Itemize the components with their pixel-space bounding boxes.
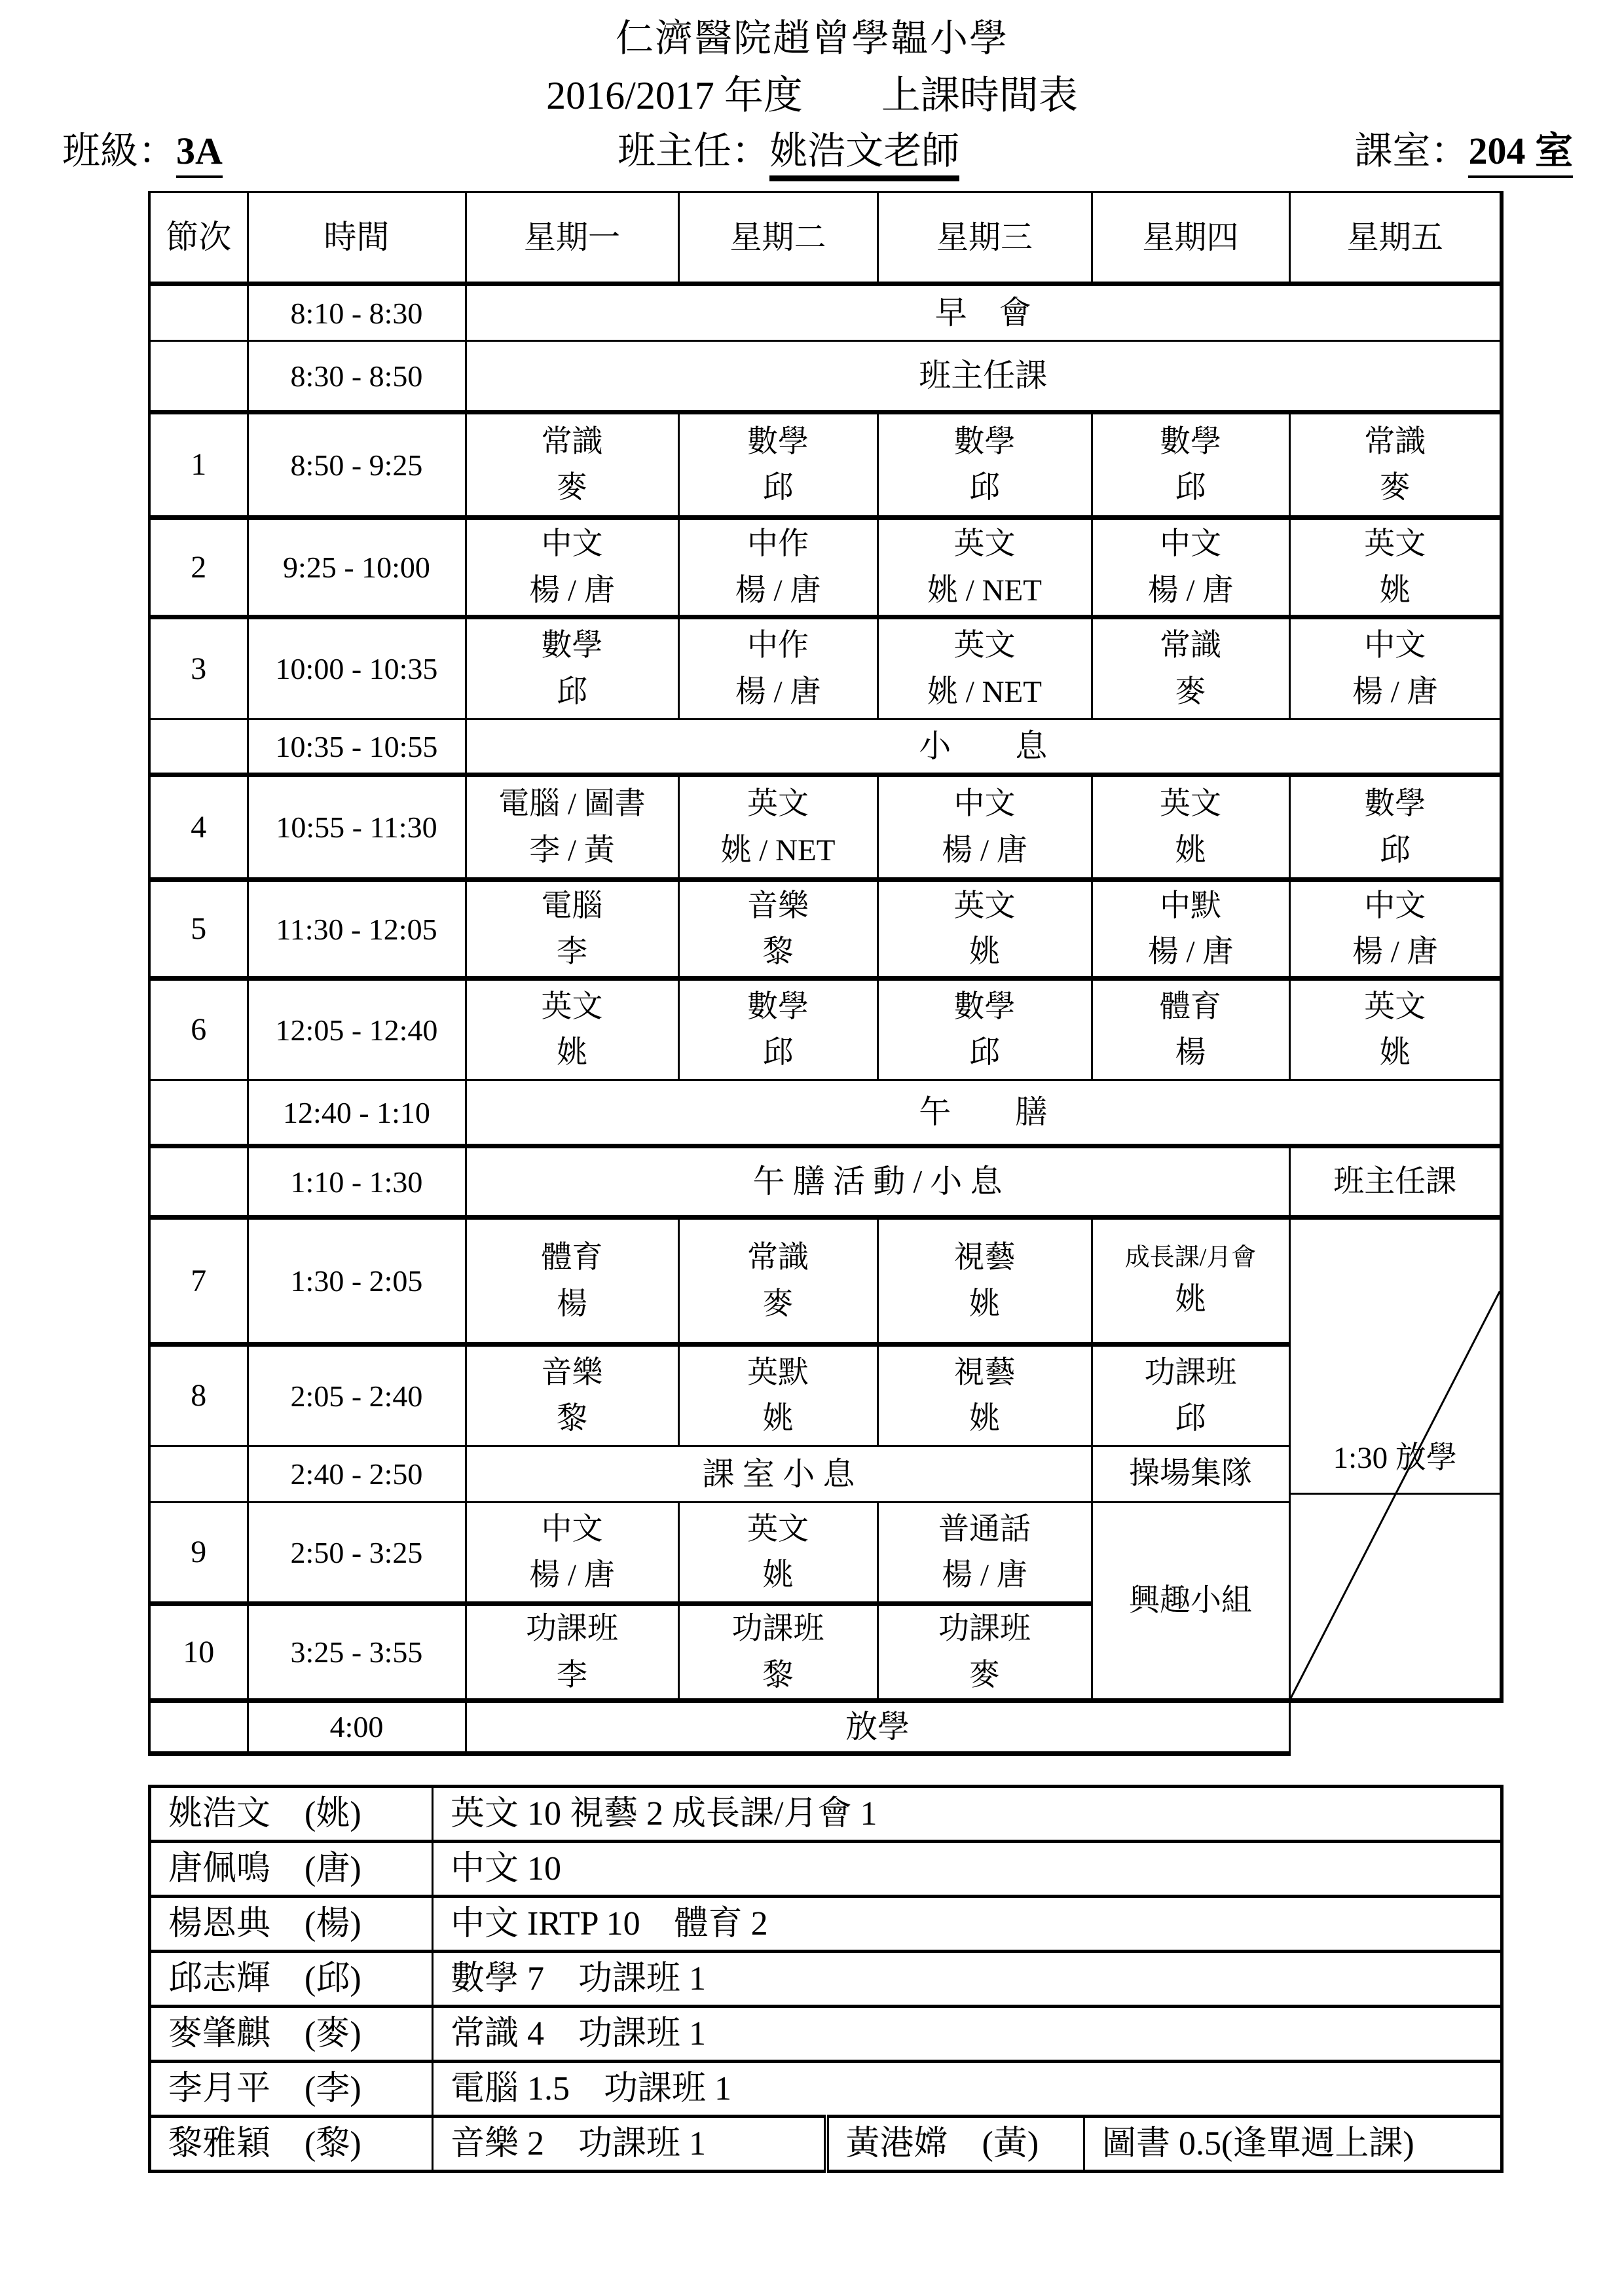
recess-label: 小 息 — [466, 720, 1502, 775]
col-header-tuesday: 星期二 — [678, 192, 877, 284]
p9-wed-lesson — [877, 1503, 1092, 1604]
teacher: 麥 — [557, 471, 587, 505]
teacher: 楊 / 唐 — [942, 833, 1027, 867]
teacher: 姚 — [762, 1558, 794, 1592]
lunch-label: 午 膳 — [466, 1080, 1502, 1146]
subject: 成長課/月會 — [1124, 1243, 1257, 1271]
p1-thu-lesson — [1092, 412, 1289, 518]
time-cell: 9:25 - 10:00 — [248, 518, 466, 617]
row-homeroom — [149, 341, 1502, 412]
subject: 數學 — [953, 989, 1016, 1024]
p2-tue-lesson — [678, 518, 877, 617]
empty-corner — [1289, 1701, 1502, 1754]
teacher: 楊 / 唐 — [942, 1558, 1027, 1592]
period-number: 6 — [149, 979, 248, 1080]
class-info — [62, 132, 223, 170]
p5-mon-lesson — [466, 880, 678, 979]
teacher: 黎 — [762, 1658, 794, 1692]
col-header-thursday: 星期四 — [1092, 192, 1289, 284]
p7-mon-lesson — [466, 1218, 678, 1345]
teacher-row — [150, 2062, 1502, 2117]
period-number: 4 — [149, 775, 248, 880]
room-label: 課室： — [1354, 130, 1469, 172]
p1-tue-lesson — [678, 412, 877, 518]
thu-interest-group: 興趣小組 — [1092, 1503, 1289, 1701]
p5-tue-lesson — [678, 880, 877, 979]
room-info — [1354, 132, 1573, 170]
teacher-load-cell: 電腦 1.5 功課班 1 — [433, 2062, 1502, 2117]
period-number: 1 — [149, 412, 248, 518]
teacher-row — [150, 1787, 1502, 1842]
subject: 中文 — [1160, 527, 1221, 561]
subject: 普通話 — [938, 1512, 1031, 1546]
p1-fri-lesson — [1289, 412, 1502, 518]
thu-playground-assembly: 操場集隊 — [1092, 1446, 1289, 1503]
teacher: 姚 / NET — [720, 833, 836, 867]
time-cell: 11:30 - 12:05 — [248, 880, 466, 979]
row-lunch — [149, 1080, 1502, 1146]
subject: 英文 — [953, 629, 1016, 663]
subject: 功課班 — [731, 1612, 824, 1646]
p4-wed-lesson — [877, 775, 1092, 880]
teacher-row — [150, 1952, 1502, 2007]
col-header-monday: 星期一 — [466, 192, 678, 284]
teacher: 姚 / NET — [927, 573, 1042, 608]
homeroom-label: 班主任課 — [466, 341, 1502, 412]
teacher: 楊 / 唐 — [529, 1558, 615, 1592]
subject: 中文 — [541, 527, 603, 561]
time-cell: 1:30 - 2:05 — [248, 1218, 466, 1345]
teacher: 邱 — [969, 471, 1000, 505]
period-cell — [149, 284, 248, 341]
col-header-time: 時間 — [248, 192, 466, 284]
row-assembly — [149, 284, 1502, 341]
teacher: 姚 — [557, 1036, 587, 1070]
teacher-row — [150, 2117, 1502, 2172]
p4-thu-lesson — [1092, 775, 1289, 880]
teacher: 楊 — [557, 1286, 587, 1321]
p4-mon-lesson — [466, 775, 678, 880]
teacher-load-cell: 圖書 0.5(逢單週上課) — [1084, 2117, 1502, 2172]
teacher: 麥 — [969, 1658, 1000, 1692]
row-period-6 — [149, 979, 1502, 1080]
room-value: 204 室 — [1468, 130, 1573, 178]
time-cell: 2:40 - 2:50 — [248, 1446, 466, 1503]
subject: 英文 — [1160, 787, 1221, 821]
subject: 功課班 — [526, 1612, 618, 1646]
teacher: 李 — [557, 1658, 587, 1692]
teacher: 姚 / NET — [927, 674, 1042, 709]
col-header-period: 節次 — [149, 192, 248, 284]
teacher: 楊 / 唐 — [1147, 573, 1234, 608]
p6-thu-lesson — [1092, 979, 1289, 1080]
row-period-1 — [149, 412, 1502, 518]
p4-fri-lesson — [1289, 775, 1502, 880]
class-label: 班級： — [62, 130, 177, 172]
p7-thu-lesson — [1092, 1218, 1289, 1345]
teacher: 楊 / 唐 — [529, 573, 615, 608]
teacher: 楊 / 唐 — [1147, 935, 1234, 969]
p8-mon-lesson — [466, 1345, 678, 1446]
teacher-row — [150, 1842, 1502, 1897]
teacher: 姚 — [1379, 573, 1411, 608]
p6-mon-lesson — [466, 979, 678, 1080]
teacher: 李 — [557, 935, 587, 969]
teacher-name-cell: 黎雅穎 (黎) — [150, 2117, 433, 2172]
subject: 中文 — [953, 787, 1016, 821]
row-period-5 — [149, 880, 1502, 979]
subject: 常識 — [747, 1241, 809, 1275]
teacher-name-cell: 姚浩文 (姚) — [150, 1787, 433, 1842]
teacher-load-cell: 常識 4 功課班 1 — [433, 2007, 1502, 2062]
p8-tue-lesson — [678, 1345, 877, 1446]
row-dismissal — [149, 1701, 1502, 1754]
time-cell: 8:50 - 9:25 — [248, 412, 466, 518]
teacher-row — [150, 1897, 1502, 1952]
subject: 體育 — [541, 1241, 603, 1275]
teacher: 麥 — [762, 1286, 794, 1321]
subject: 功課班 — [1144, 1355, 1237, 1390]
col-header-wednesday: 星期三 — [877, 192, 1092, 284]
p6-wed-lesson — [877, 979, 1092, 1080]
p6-fri-lesson — [1289, 979, 1502, 1080]
time-cell: 1:10 - 1:30 — [248, 1146, 466, 1218]
subject: 電腦 / 圖書 — [498, 787, 646, 821]
teacher: 楊 / 唐 — [1352, 674, 1438, 709]
teacher: 邱 — [762, 1036, 794, 1070]
teacher: 李 / 黃 — [529, 833, 615, 867]
subject: 英文 — [747, 1512, 809, 1546]
p7-tue-lesson — [678, 1218, 877, 1345]
teacher: 姚 — [969, 1286, 1000, 1321]
teacher: 黎 — [557, 1402, 587, 1436]
time-cell: 10:55 - 11:30 — [248, 775, 466, 880]
period-cell — [149, 1701, 248, 1754]
subject: 中文 — [541, 1512, 603, 1546]
period-number: 10 — [149, 1604, 248, 1701]
subject: 常識 — [541, 424, 603, 459]
teacher: 黎 — [762, 935, 794, 969]
subject: 英文 — [1364, 527, 1426, 561]
diagonal-strike — [1291, 1291, 1500, 1698]
p1-wed-lesson — [877, 412, 1092, 518]
p5-thu-lesson — [1092, 880, 1289, 979]
header-block — [0, 0, 1624, 170]
subject: 英文 — [953, 888, 1016, 923]
teacher: 姚 — [1379, 1036, 1411, 1070]
fri-afternoon-cell — [1289, 1218, 1502, 1701]
period-cell — [149, 1080, 248, 1146]
teacher: 邱 — [1175, 471, 1206, 505]
row-lunch-activity — [149, 1146, 1502, 1218]
classroom-recess-label: 課 室 小 息 — [466, 1446, 1092, 1503]
period-number: 2 — [149, 518, 248, 617]
row-period-2 — [149, 518, 1502, 617]
p2-mon-lesson — [466, 518, 678, 617]
p6-tue-lesson — [678, 979, 877, 1080]
class-teacher-value: 姚浩文老師 — [769, 130, 959, 181]
assembly-label: 早 會 — [466, 284, 1502, 341]
subject: 常識 — [1364, 424, 1426, 459]
subject: 視藝 — [953, 1241, 1016, 1275]
p2-wed-lesson — [877, 518, 1092, 617]
period-number: 3 — [149, 617, 248, 720]
row-period-7 — [149, 1218, 1502, 1345]
subject: 數學 — [747, 424, 809, 459]
p3-wed-lesson — [877, 617, 1092, 720]
subject: 電腦 — [541, 888, 603, 923]
time-cell: 10:35 - 10:55 — [248, 720, 466, 775]
teacher: 邱 — [1379, 833, 1411, 867]
subject: 中作 — [747, 629, 809, 663]
subject: 中默 — [1160, 888, 1221, 923]
early-dismissal-label: 1:30 放學 — [1291, 1423, 1500, 1495]
p2-fri-lesson — [1289, 518, 1502, 617]
subject: 英默 — [747, 1355, 809, 1390]
teacher: 楊 / 唐 — [735, 674, 821, 709]
teacher-load-cell: 中文 10 — [433, 1842, 1502, 1897]
teacher-name-cell: 唐佩鳴 (唐) — [150, 1842, 433, 1897]
class-value: 3A — [176, 130, 223, 178]
class-teacher-info — [618, 132, 959, 170]
time-cell: 8:30 - 8:50 — [248, 341, 466, 412]
period-cell — [149, 341, 248, 412]
teacher: 姚 — [969, 1402, 1000, 1436]
p9-mon-lesson — [466, 1503, 678, 1604]
time-cell: 2:50 - 3:25 — [248, 1503, 466, 1604]
subject: 英文 — [747, 787, 809, 821]
period-number: 7 — [149, 1218, 248, 1345]
subject: 體育 — [1160, 989, 1221, 1024]
info-line — [0, 132, 1624, 170]
p3-fri-lesson — [1289, 617, 1502, 720]
teacher: 姚 — [1175, 833, 1206, 867]
subject: 數學 — [1160, 424, 1221, 459]
p5-wed-lesson — [877, 880, 1092, 979]
teacher: 楊 — [1175, 1036, 1206, 1070]
teacher-summary-table — [148, 1785, 1504, 2173]
period-cell — [149, 720, 248, 775]
teacher-load-cell: 數學 7 功課班 1 — [433, 1952, 1502, 2007]
p3-tue-lesson — [678, 617, 877, 720]
teacher-load-cell: 中文 IRTP 10 體育 2 — [433, 1897, 1502, 1952]
teacher-name-cell: 黃港嫦 (黃) — [826, 2117, 1084, 2172]
subject: 音樂 — [747, 888, 809, 923]
subject: 數學 — [541, 629, 603, 663]
teacher-name-cell: 邱志輝 (邱) — [150, 1952, 433, 2007]
teacher-row — [150, 2007, 1502, 2062]
p8-thu-lesson — [1092, 1345, 1289, 1446]
teacher: 楊 / 唐 — [735, 573, 821, 608]
teacher: 邱 — [557, 674, 587, 709]
teacher: 姚 — [969, 935, 1000, 969]
dismissal-label: 放學 — [466, 1701, 1289, 1754]
teacher: 邱 — [1175, 1402, 1206, 1436]
school-name: 仁濟醫院趙曾學韞小學 — [615, 17, 1008, 60]
subject: 常識 — [1160, 629, 1221, 663]
time-cell: 4:00 — [248, 1701, 466, 1754]
subject: 音樂 — [541, 1355, 603, 1390]
p3-mon-lesson — [466, 617, 678, 720]
time-cell: 8:10 - 8:30 — [248, 284, 466, 341]
subject: 英文 — [541, 989, 603, 1024]
period-number: 5 — [149, 880, 248, 979]
subject: 數學 — [953, 424, 1016, 459]
teacher: 姚 — [1175, 1282, 1206, 1317]
p1-mon-lesson — [466, 412, 678, 518]
period-cell — [149, 1146, 248, 1218]
p10-wed-lesson — [877, 1604, 1092, 1701]
class-teacher-label: 班主任： — [618, 130, 770, 172]
subject: 英文 — [1364, 989, 1426, 1024]
teacher-name-cell: 麥肇麒 (麥) — [150, 2007, 433, 2062]
period-number: 9 — [149, 1503, 248, 1604]
p3-thu-lesson — [1092, 617, 1289, 720]
main-timetable — [148, 191, 1504, 1756]
time-cell: 2:05 - 2:40 — [248, 1345, 466, 1446]
teacher: 麥 — [1175, 674, 1206, 709]
page-title: 2016/2017 年度 上課時間表 — [546, 74, 1078, 117]
p7-wed-lesson — [877, 1218, 1092, 1345]
subject: 英文 — [953, 527, 1016, 561]
time-cell: 3:25 - 3:55 — [248, 1604, 466, 1701]
subject: 視藝 — [953, 1355, 1016, 1390]
diagonal-line — [1291, 1291, 1500, 1698]
p8-wed-lesson — [877, 1345, 1092, 1446]
teacher: 邱 — [762, 471, 794, 505]
period-number: 8 — [149, 1345, 248, 1446]
p10-mon-lesson — [466, 1604, 678, 1701]
teacher: 姚 — [762, 1402, 794, 1436]
fri-homeroom-label: 班主任課 — [1289, 1146, 1502, 1218]
subject: 中文 — [1364, 629, 1426, 663]
teacher-load-cell: 英文 10 視藝 2 成長課/月會 1 — [433, 1787, 1502, 1842]
header-row — [149, 192, 1502, 284]
teacher-load-cell: 音樂 2 功課班 1 — [433, 2117, 826, 2172]
teacher: 邱 — [969, 1036, 1000, 1070]
lunch-activity-label: 午 膳 活 動 / 小 息 — [466, 1146, 1289, 1218]
teacher: 麥 — [1379, 471, 1411, 505]
time-cell: 12:40 - 1:10 — [248, 1080, 466, 1146]
subject: 數學 — [1364, 787, 1426, 821]
row-period-4 — [149, 775, 1502, 880]
subject: 功課班 — [938, 1612, 1031, 1646]
subject: 中作 — [747, 527, 809, 561]
row-recess-morning — [149, 720, 1502, 775]
row-period-3 — [149, 617, 1502, 720]
teacher: 楊 / 唐 — [1352, 935, 1438, 969]
col-header-friday: 星期五 — [1289, 192, 1502, 284]
p2-thu-lesson — [1092, 518, 1289, 617]
time-cell: 10:00 - 10:35 — [248, 617, 466, 720]
time-cell: 12:05 - 12:40 — [248, 979, 466, 1080]
subject: 中文 — [1364, 888, 1426, 923]
teacher-name-cell: 李月平 (李) — [150, 2062, 433, 2117]
period-cell — [149, 1446, 248, 1503]
p5-fri-lesson — [1289, 880, 1502, 979]
subject: 數學 — [747, 989, 809, 1024]
p9-tue-lesson — [678, 1503, 877, 1604]
p4-tue-lesson — [678, 775, 877, 880]
p10-tue-lesson — [678, 1604, 877, 1701]
teacher-name-cell: 楊恩典 (楊) — [150, 1897, 433, 1952]
